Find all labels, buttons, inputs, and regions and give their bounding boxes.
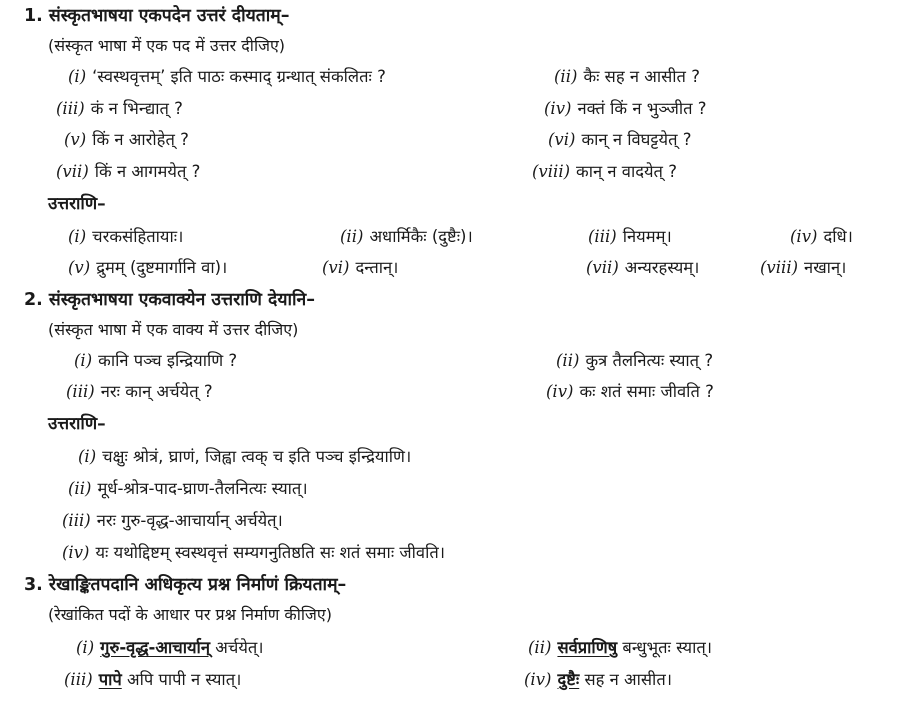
q2-answer: (i) चक्षुः श्रोत्रं, घ्राणं, जिह्वा त्वक् च इति पञ्च इन्द्रियाणि। — [78, 447, 412, 466]
q2-answer: (iii) नरः गुरु-वृद्ध-आचार्यान् अर्चयेत्। — [62, 511, 283, 530]
q1-answer: (iii) नियमम्। — [588, 227, 672, 246]
q2-answer: (ii) मूर्ध-श्रोत्र-पाद-घ्राण-तैलनित्यः स्यात्। — [68, 479, 308, 498]
q2-title: 2. संस्कृतभाषया एकवाक्येन उत्तराणि देयानि– — [24, 290, 316, 310]
q1-answer: (vii) अन्यरहस्यम्। — [586, 258, 700, 277]
q3-hint: (रेखांकित पदों के आधार पर प्रश्न निर्माण कीजिए) — [48, 605, 332, 624]
q2-answer-heading: उत्तराणि– — [48, 414, 106, 434]
q1-item: (iii) कं न भिन्द्यात् ? — [56, 99, 183, 118]
q2-item: (iii) नरः कान् अर्चयेत् ? — [66, 382, 213, 401]
q1-item: (viii) कान् न वादयेत् ? — [532, 162, 677, 181]
q1-item: (ii) कैः सह न आसीत ? — [554, 67, 700, 86]
q2-item: (i) कानि पञ्च इन्द्रियाणि ? — [74, 351, 238, 370]
q3-title: 3. रेखाङ्कितपदानि अधिकृत्य प्रश्न निर्माणं क्रियताम्– — [24, 575, 347, 595]
q2-hint: (संस्कृत भाषा में एक वाक्य में उत्तर दीजिए) — [48, 320, 299, 339]
q1-item: (i) ‘स्वस्थवृत्तम्’ इति पाठः कस्माद् ग्रन्थात् संकलितः ? — [68, 67, 386, 86]
q1-answer: (v) द्रुमम् (दुष्टमार्गानि वा)। — [68, 258, 228, 277]
q1-item: (v) किं न आरोहेत् ? — [64, 130, 189, 149]
q3-item: (iii) पापे अपि पापी न स्यात्। — [64, 670, 242, 689]
q2-answer: (iv) यः यथोद्दिष्टम् स्वस्थवृत्तं सम्यगनुतिष्ठति सः शतं समाः जीवति। — [62, 543, 446, 562]
q1-answer: (ii) अधार्मिकैः (दुष्टैः)। — [340, 227, 473, 246]
q1-answer-heading: उत्तराणि– — [48, 194, 106, 214]
q1-item: (iv) नक्तं किं न भुञ्जीत ? — [544, 99, 707, 118]
q3-item: (i) गुरु-वृद्ध-आचार्यान् अर्चयेत्। — [76, 638, 264, 657]
q1-answer: (i) चरकसंहितायाः। — [68, 227, 184, 246]
q3-item: (iv) दुष्टैः सह न आसीत। — [524, 670, 672, 689]
q3-item: (ii) सर्वप्राणिषु बन्धुभूतः स्यात्। — [528, 638, 713, 657]
q1-item: (vii) किं न आगमयेत् ? — [56, 162, 201, 181]
q1-item: (vi) कान् न विघट्टयेत् ? — [548, 130, 692, 149]
q2-item: (ii) कुत्र तैलनित्यः स्यात् ? — [556, 351, 714, 370]
q1-answer: (vi) दन्तान्। — [322, 258, 399, 277]
q1-hint: (संस्कृत भाषा में एक पद में उत्तर दीजिए) — [48, 36, 286, 55]
q1-title: 1. संस्कृतभाषया एकपदेन उत्तरं दीयताम्– — [24, 6, 290, 26]
q2-item: (iv) कः शतं समाः जीवति ? — [546, 382, 714, 401]
q1-answer: (iv) दधि। — [790, 227, 853, 246]
q1-answer: (viii) नखान्। — [760, 258, 847, 277]
